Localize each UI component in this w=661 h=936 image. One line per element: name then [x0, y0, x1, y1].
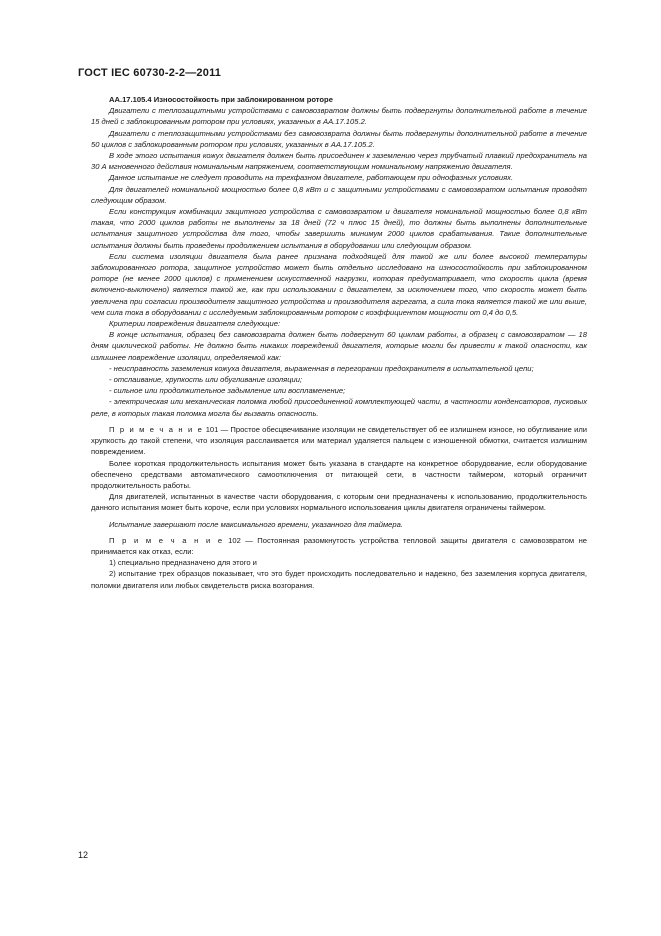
- note-102: [91, 535, 587, 557]
- note-text: 101 — Простое обесцвечивание изоляции не свидетельствует об ее излишнем износе, но обугливание или хрупкость до такой степени, что изоляция расслаивается или материал удаляется пальцем с изношенной обмотки, считается излишним повреждением.: [91, 424, 587, 457]
- document-body: [91, 94, 587, 591]
- note-text: 102 — Постоянная разомкнутость устройства тепловой защиты двигателя с самовозвратом не принимается как отказ, если:: [91, 535, 587, 556]
- paragraph: Если система изоляции двигателя была ранее признана подходящей для такой же или более высокой температуры заблокированного ротора, защитное устройство может быть отдельно исследовано на износостойкость при заблокированном роторе (не менее 2000 циклов) с применением искусственной нагрузки, которая предусматривает, что скорость цикла (время включено-выключено) является такой же, как при использовании с двигателем, за исключением того, что скорость может быть увеличена при согласии производителя защитного устройства и производителя агрегата, а сила тока является такой же или выше, чем сила тока в оборудовании с исследуемым заблокированным ротором с коэффициентом мощности от 0,4 до 0,5.: [91, 251, 587, 317]
- paragraph: Двигатели с теплозащитными устройствами с самовозвратом должны быть подвергнуты дополнительной работе в течение 15 дней с заблокированным ротором при условиях, указанных в АА.17.105.2.: [91, 106, 587, 127]
- paragraph: В ходе этого испытания кожух двигателя должен быть присоединен к заземлению через трубчатый плавкий предохранитель на 30 А мгновенного действия номинальным напряжением, соответствующим номинальному напряжению двигателя.: [91, 151, 587, 172]
- list-item: 2) испытание трех образцов показывает, что это будет происходить последовательно и надежно, без заземления корпуса двигателя, поломки двигателя или любых свидетельств риска возгорания.: [91, 569, 587, 590]
- list-item: - отслаивание, хрупкость или обугливание изоляции;: [109, 375, 303, 385]
- page-number: 12: [78, 850, 89, 860]
- closing-paragraph: Испытание завершают после максимального времени, указанного для таймера.: [109, 519, 403, 529]
- paragraph: Критерии повреждения двигателя следующие:: [109, 319, 281, 329]
- paragraph: Если конструкция комбинации защитного устройства с самовозвратом и двигателя номинальной мощностью более 0,8 кВт такая, что 2000 циклов работы не выполнены за 18 дней (72 ч плюс 15 дней), то должны быть выполнены дополнительные испытания защитного устройства для того, чтобы завершить минимум 2000 циклов срабатывания. Такие дополнительные испытания должны быть проведены продолжением испытания в оборудовании или следующим образом.: [91, 207, 587, 250]
- note-label: П р и м е ч а н и е: [109, 424, 204, 434]
- list-item: - сильное или продолжительное задымление или воспламенение;: [109, 386, 346, 396]
- section-heading: АА.17.105.4 Износостойкость при заблокированном роторе: [109, 95, 333, 104]
- list-item: - неисправность заземления кожуха двигателя, выраженная в перегорании предохранителя в испытательной цепи;: [109, 363, 534, 373]
- paragraph: Двигатели с теплозащитными устройствами без самовозврата должны быть подвергнуты дополнительной работе в течение 50 циклов с заблокированным ротором при условиях, указанных в АА.17.105.2.: [91, 128, 587, 149]
- document-header: ГОСТ IEC 60730-2-2—2011: [78, 67, 222, 79]
- paragraph: В конце испытания, образец без самовозврата должен быть подвергнут 60 циклам работы, а образец с самовозвратом — 18 дням циклической работы. Не должно быть никаких повреждений двигателя, которые могли бы привести к такой опасности, как излишнее повреждение изоляции, определяемой как:: [91, 330, 587, 362]
- paragraph: Для двигателей, испытанных в качестве части оборудования, с которым они предназначены к использованию, продолжительность данного испытания может быть короче, если при условиях нормального использования циклы двигателя ограничены таймером.: [91, 492, 587, 513]
- paragraph: Для двигателей номинальной мощностью более 0,8 кВт и с защитными устройствами с самовозвратом испытания проводят следующим образом.: [91, 184, 587, 205]
- paragraph: Данное испытание не следует проводить на трехфазном двигателе, работающем при однофазных условиях.: [109, 173, 514, 183]
- paragraph: Более короткая продолжительность испытания может быть указана в стандарте на конкретное оборудование, если оборудование обеспечено средствами автоматического самоотключения от питающей сети, в частности таймером, который ограничит продолжительность работы.: [91, 458, 587, 490]
- list-item: 1) специально предназначено для этого и: [109, 558, 257, 568]
- note-label: П р и м е ч а н и е: [109, 535, 224, 545]
- list-item: - электрическая или механическая поломка любой присоединенной комплектующей части, в частности конденсаторов, пусковых реле, в которых такая поломка могла бы вызвать опасность.: [91, 397, 587, 418]
- note-101: [91, 424, 587, 458]
